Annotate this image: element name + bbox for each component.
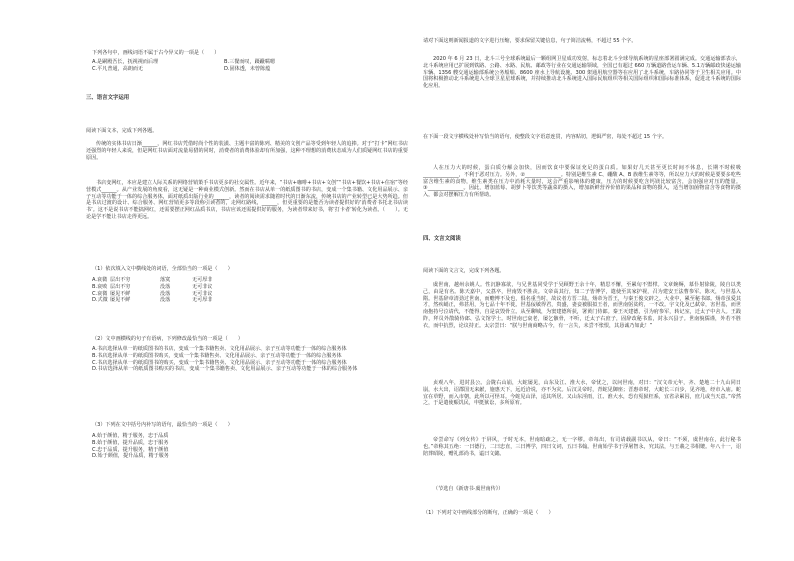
q3-option-a: A.始于颜值，精于服务，忠于品质 (92, 433, 169, 439)
q1-option-d: D.式微 屡见不鲜 没落 无可厚非 (92, 297, 213, 304)
q1-option-a: A.衰微 层出不穷 落寞 无可厚非 (92, 277, 213, 283)
news-prompt: 请对下面这则新闻报道的文字进行压缩，要求保留关键信息，句子简洁流畅，不超过 55 个字。 (423, 38, 637, 44)
news-passage: 2020 年 6 月 23 日，北斗三号全球系统最后一颗组网卫星成功发射，标志着北斗全球导航系统的星座部署圆满完成。交通运输部表示，北斗系统应用已扩展到铁路、公路、水路、民航、邮政等行业在交通运输领域，全国已有超过 660 万辆道路营运车辆、5.1万辆邮政快递运输车辆、1356 艘交通运输部系统公务船舶、8600 座水上导航设施、300 架通用航空器等在应用了北斗系统，车路协同等于卫生相关应用。中国将积极推动北斗系统进入全球卫星星球系统，并持续推动北斗系统进入国际民航组织等相关国际组织和国际标准体系，促进北斗系统的国际化应用。 (423, 56, 741, 90)
classical-question-1: （1）下列对文中画线部分的断句，正确的一项是（ ） (423, 510, 554, 516)
classical-paragraph-2: 贞观八年，进封县公。会陇右山崩，大蛇屡见，山东及江、淮大水，帝忧之，以问世南，对曰：“汉文帝元年，齐、楚地二十九山同日崩，水大出，诏郡国无来献，施惠天下，远近洽说，亦不为灾。后汉灵帝时，青蛇见御座；晋惠帝时，大蛇长三百步，见齐地，经市入庙。蛇宜在草野，而入市朝，此所以可怪耳。今蛇见山泽，适其所居。又山东淫雨，江、淮大水，恐有冤狱枉系，宜省录累囚，庶几或当天意。”帝然之，于是遣使赈饥民，申挺狱讼，多所原宥。 (423, 380, 741, 407)
q3-option-d: D.始于颜值，提升品质，精于服务 (92, 453, 169, 460)
q3-option-b: B.始于颜值，提升品质，忠于服务 (92, 439, 169, 446)
section-heading-4: 四、文言文阅读 (423, 236, 461, 242)
classical-source: （节选自《新唐书·虞世南传》） (433, 486, 504, 492)
q2-option-d: D.书店选择从单一的纸质图书购买的书店，变成一个集书籍售卖、文化用品展示、亲子互动等功能于一体的综合服务体 (92, 366, 358, 373)
option-a: A.是嗣殿吾长，抚视视而后理 (92, 59, 159, 65)
read-prompt: 阅读下面文本，完成下列各题。 (86, 128, 158, 134)
read-prompt-2: 阅读下面的文言文，完成下列各题。 (423, 268, 505, 274)
question-2: （2）文中画横线的句子有语病，下列修改最恰当的一项是（ ） (92, 336, 243, 342)
q3-option-c: C.忠于品质，提升服务，精于颜值 (92, 446, 169, 453)
question-3: （3）下列在文中括号内补写的语句，最恰当的一项是（ ） (92, 422, 233, 428)
classical-paragraph-1: 虞世南，越州余姚人。性沉静寡欲，与兄世基同受学于吴顾野王余十年，精思不懈，至累旬不盥栉。文章婉缛，慕仆射徐陵，陵自以类己，由是有名。陈天嘉中，父荔卒，世南毁不胜丧。文帝高其行，知二子皆博学，遣使至其家护视，召为建安王法曹参军。陈灭，与世基入隋。世基辞章清劲过世南，而赡博不及也，俱名重当时，故议者方晋二陆。炀帝为晋王，与秦王俊交辟之。大业中，累至秘书郎。炀帝虽爱其才，然疾峭正，弗甚用，为七品十年不徙。世基佞敏得君，贵盛，妻妾被服拟王者，而世南躬贫约，一不改。宇文化及已弑帝，害世基，而世南抱持号泣请代，不能得，自是哀毁骨立。从至聊城，为窦建德所获，署黄门侍郎。秦王灭建德，引为府参军，转记室，迁太子中舍人。王践阼，拜员外散骑侍郎、弘文馆学士。时世南已衰老，屡乞骸骨，不听，迁太子右庶子，固辞改秘书监，封永兴县子。世南貌儒谨，外若不胜衣，而中抗烈，论议持正。太宗尝曰：“朕与世南商略古今，有一言失，未尝不怅恨，其恳诚乃如此！” (423, 282, 741, 329)
option-b: B.三餐而叹，蹑躐嚅嗯 (224, 59, 275, 65)
write-prompt: 在下面一段文字横线处补写恰当的语句，使整段文字语意连贯，内容贴切，逻辑严密，每处不超过 15 个字。 (423, 134, 668, 140)
q2-option-a: A.书店选择从单一的纸质图书的书店，变成一个集书籍售卖、文化用品展示、亲子互动等功能于一体的综合服务体 (92, 346, 347, 352)
section-heading-3: 三、语言文字运用 (86, 95, 130, 101)
question-1: （1）依次填入文中横线处的词语，全部恰当的一项是（ ） (92, 266, 233, 272)
question-intro: 下列各句中，画线词语不属于古今异义的一项是（ ） (92, 50, 220, 56)
option-d: D.固体透，未曾陈蕴 (224, 65, 271, 72)
q1-option-c: C.衰微 屡见不鲜 没落 无可非议 (92, 290, 213, 297)
write-passage: 人在压力大的时候，蛋白质分解会加快，因而饮食中要保证充足的蛋白质。如果好几天甚至更长时间不休息，长期不时候吸______________，不利于恶对压力。另外，②______________。特别是维生素 C、硼酸 A、B 族维生素等等，所以应力大的时候是要要多吃些富含维生素的食物，维生素类在压力中消耗大量时，这会严重影响体的健康，压力的时候要吃含钙镁比较富含，会加强应对压的能量。③______________。因此，增加蓝莓、胡萝卜等饮类等蔬菜的摄入，增加新鲜营养价值的果品和食物的摄入，适当增加菌物富含等食物的摄入，都会对摆解压力有所帮助。 (423, 165, 741, 199)
option-c: C.平凡普通，高朗而无 (92, 65, 144, 72)
q2-option-c: C.书店选择从单一的纸质图书的购买，变成一个集书籍售卖、文化用品展示、亲子互动等功能于一体的综合服务体 (92, 359, 347, 366)
passage-paragraph-1: 传统的实体书店日渐______，网红书店凭借时尚个性的装潢、主题丰富的陈列、精美的文创产品等受到年轻人的追捧。对于“打卡”网红书店还强烈的年轻人来说，但是网红书店面对流量易猎的同时，消费者的消费体验却有所加强，这种不理想的消费状态成为人们质疑网红书店的重要原因。 (86, 141, 408, 161)
classical-paragraph-3: 帝尝命写《列女传》于屏风，于时无本，世南暗疏之，无一字缪。帝每出，有司请载副书以从，帝曰：“不须，虞世南在，此行秘书也。”帝称其五绝：一曰德行，二曰忠直，三曰博学，四曰文词，五曰书翰。世南始学书于浮屠智永，究其法，与王羲之书相媲。年八十一，诏陪葬昭陵，赠礼部尚书，谥曰文懿。 (423, 437, 741, 457)
q1-option-b: B.衰败 层出不穷 没落 无可非议 (92, 283, 213, 290)
question-1-options (92, 277, 392, 304)
passage-paragraph-2: 书店变网红，本应是建立人际关系的网络营销策手书店更多的社交属性。近年来，“书店+咖啡+书店+文创”“书店+餐饮+书店+住宿”等经营模式______。从产业发展的角度看，这无疑是一种商业模式创新。然而在书店从单一的纸质图书的书店，变成一个集书籍、文化用品展示、亲子互动等功能于一体的综合服务体，面对纸质出版行业的______，读者的阅读需求随着时代的日渐东流，传统书店的产业转型已是大势所趋。但是书店过渡的设计、综合服务、网红营销更多等段称引读者的，走网红路线，______，但更重要的是能否为读者提供好的‘消费者书托北书店读书’。这不是说书店不能搞网红，还需要摆正网红品质书店，书店应该还需提供好的服务，为读者带来好书，将‘打卡者’转化为读者。（ ）。无论是学不能让书店走得更远。 (86, 180, 408, 220)
question-intro-options (92, 59, 408, 73)
question-3-options (92, 433, 408, 460)
q2-option-b: B.书店选择从单一的纸质图书购买，变成一个集书籍售卖、文化用品展示、亲子互动等功能于一体的综合服务体 (92, 352, 342, 359)
question-2-options (92, 346, 408, 373)
